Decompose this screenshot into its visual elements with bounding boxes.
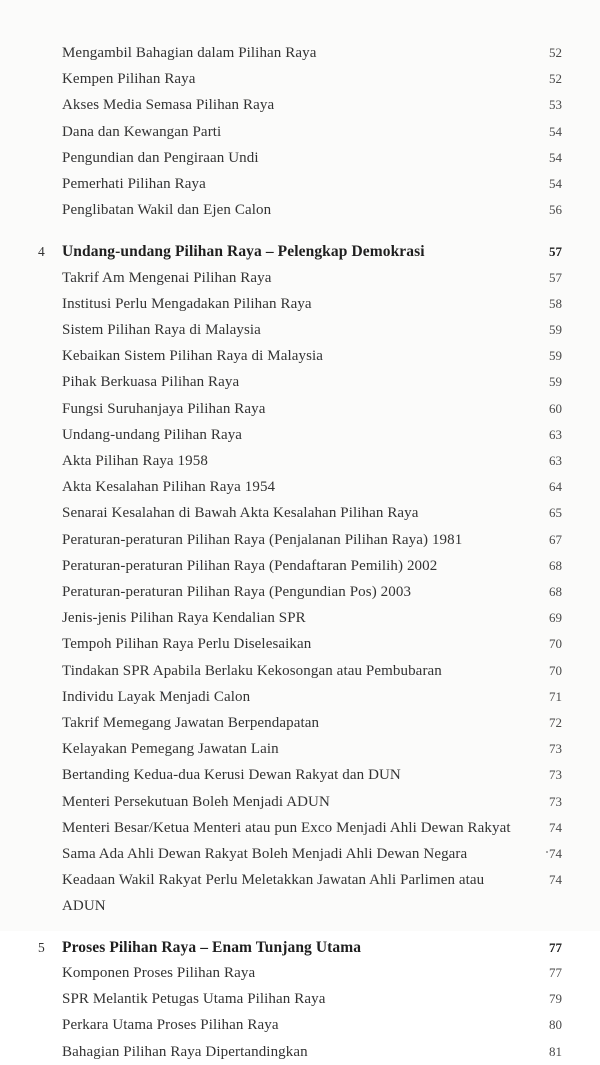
toc-chapter-number bbox=[38, 1039, 60, 1065]
toc-entry-title[interactable]: Senarai Kesalahan di Bawah Akta Kesalahan Pilihan Raya bbox=[62, 505, 419, 522]
toc-chapter-number bbox=[38, 789, 60, 815]
toc-page-number: 52 bbox=[549, 45, 562, 60]
toc-chapter-number bbox=[38, 448, 60, 474]
toc-page-number: 71 bbox=[549, 688, 562, 704]
toc-chapter-number: 5 bbox=[38, 939, 45, 955]
toc-chapter-number bbox=[38, 171, 60, 197]
toc-entry-title[interactable]: Peraturan-peraturan Pilihan Raya (Penjalanan Pilihan Raya) 1981 bbox=[62, 531, 463, 548]
toc-chapter-title[interactable]: Proses Pilihan Raya – Enam Tunjang Utama bbox=[62, 938, 362, 956]
toc-entry-title[interactable]: Akta Pilihan Raya 1958 bbox=[62, 453, 208, 470]
toc-entry-title[interactable]: Keadaan Wakil Rakyat Perlu Meletakkan Jawatan Ahli Parlimen atau ADUN bbox=[62, 872, 485, 914]
toc-entry-row[interactable] bbox=[38, 40, 562, 66]
toc-entry-row[interactable] bbox=[38, 762, 562, 788]
toc-page-number: 74 bbox=[549, 819, 562, 835]
toc-entry-row[interactable] bbox=[38, 960, 562, 986]
toc-entry-title[interactable]: Sistem Pilihan Raya di Malaysia bbox=[62, 322, 261, 339]
toc-chapter-number bbox=[38, 317, 60, 343]
toc-entry-title[interactable]: Takrif Memegang Jawatan Berpendapatan bbox=[62, 715, 320, 732]
toc-page-number: 67 bbox=[549, 531, 562, 547]
toc-page-number: 73 bbox=[549, 767, 562, 783]
toc-entry-row[interactable] bbox=[38, 1039, 562, 1065]
toc-entry-row[interactable] bbox=[38, 605, 562, 631]
toc-entry-row[interactable] bbox=[38, 986, 562, 1012]
toc-page-number: 59 bbox=[549, 348, 562, 364]
toc-entry-row[interactable] bbox=[38, 841, 562, 867]
toc-page-number: 60 bbox=[549, 400, 562, 416]
toc-page-number: 74 bbox=[549, 846, 562, 862]
toc-entry-row[interactable] bbox=[38, 197, 562, 223]
toc-chapter-number bbox=[38, 265, 60, 291]
toc-chapter-number bbox=[38, 500, 60, 526]
toc-page-number: 63 bbox=[549, 426, 562, 442]
toc-chapter-number bbox=[38, 197, 60, 223]
toc-chapter-number bbox=[38, 1012, 60, 1038]
toc-chapter-number bbox=[38, 40, 60, 66]
toc-chapter-number bbox=[38, 605, 60, 631]
toc-page-number: 56 bbox=[549, 202, 562, 218]
toc-chapter-number: 4 bbox=[38, 244, 45, 260]
toc-entry-title[interactable]: Sama Ada Ahli Dewan Rakyat Boleh Menjadi Ahli Dewan Negara bbox=[62, 846, 468, 863]
toc-entry-row[interactable] bbox=[38, 579, 562, 605]
toc-entry-row[interactable] bbox=[38, 658, 562, 684]
toc-page-number: 59 bbox=[549, 374, 562, 390]
toc-page-number: 77 bbox=[549, 964, 562, 980]
toc-chapter-number bbox=[38, 66, 60, 92]
toc-entry-title[interactable]: Penglibatan Wakil dan Ejen Calon bbox=[62, 202, 272, 219]
toc-entry-row[interactable] bbox=[38, 119, 562, 145]
toc-entry-title[interactable]: Perkara Utama Proses Pilihan Raya bbox=[62, 1017, 279, 1034]
toc-entry-title[interactable]: Komponen Proses Pilihan Raya bbox=[62, 964, 256, 981]
toc-entry-title[interactable]: Menteri Persekutuan Boleh Menjadi ADUN bbox=[62, 793, 330, 810]
toc-entry-title[interactable]: Bertanding Kedua-dua Kerusi Dewan Rakyat dan DUN bbox=[62, 767, 401, 784]
toc-entry-row[interactable] bbox=[38, 92, 562, 118]
toc-entry-row[interactable] bbox=[38, 1012, 562, 1038]
toc-entry-title[interactable]: Pengundian dan Pengiraan Undi bbox=[62, 149, 259, 166]
toc-chapter-number bbox=[38, 369, 60, 395]
toc-entry-row[interactable] bbox=[38, 631, 562, 657]
toc-chapter-number bbox=[38, 710, 60, 736]
toc-entry-row[interactable] bbox=[38, 500, 562, 526]
toc-entry-row[interactable] bbox=[38, 448, 562, 474]
toc-entry-title[interactable]: Bahagian Pilihan Raya Dipertandingkan bbox=[62, 1043, 308, 1060]
toc-page-number: 77 bbox=[549, 939, 562, 955]
toc-page-number: 74 bbox=[549, 872, 562, 888]
toc-page-number: 59 bbox=[549, 322, 562, 338]
toc-entry-row[interactable] bbox=[38, 736, 562, 762]
toc-page-number: 64 bbox=[549, 479, 562, 495]
toc-entry-title[interactable]: Mengambil Bahagian dalam Pilihan Raya bbox=[62, 45, 317, 61]
toc-entry-row[interactable] bbox=[38, 710, 562, 736]
toc-entry-title[interactable]: Tindakan SPR Apabila Berlaku Kekosongan atau Pembubaran bbox=[62, 662, 442, 679]
toc-entry-row[interactable] bbox=[38, 396, 562, 422]
toc-chapter-number bbox=[38, 684, 60, 710]
toc-chapter-number bbox=[38, 841, 60, 867]
toc-entry-title[interactable]: Kelayakan Pemegang Jawatan Lain bbox=[62, 741, 279, 758]
toc-chapter-number bbox=[38, 422, 60, 448]
toc-page-number: 73 bbox=[549, 741, 562, 757]
toc-page-number: 68 bbox=[549, 557, 562, 573]
toc-chapter-number bbox=[38, 291, 60, 317]
toc-entry-title[interactable]: Menteri Besar/Ketua Menteri atau pun Exco Menjadi Ahli Dewan Rakyat bbox=[62, 819, 511, 836]
toc-chapter-title[interactable]: Undang-undang Pilihan Raya – Pelengkap Demokrasi bbox=[62, 243, 425, 261]
toc-entry-title[interactable]: Fungsi Suruhanjaya Pilihan Raya bbox=[62, 400, 266, 417]
toc-chapter-number bbox=[38, 867, 60, 918]
toc-entry-row[interactable] bbox=[38, 789, 562, 815]
toc-chapter-number bbox=[38, 145, 60, 171]
toc-chapter-number bbox=[38, 579, 60, 605]
toc-page-number: 81 bbox=[549, 1043, 562, 1059]
toc-entry-title[interactable]: Peraturan-peraturan Pilihan Raya (Pendaftaran Pemilih) 2002 bbox=[62, 557, 438, 574]
toc-entry-row[interactable] bbox=[38, 527, 562, 553]
toc-entry-row[interactable] bbox=[38, 291, 562, 317]
toc-page-number: 68 bbox=[549, 584, 562, 600]
toc-entry-row[interactable] bbox=[38, 474, 562, 500]
toc-entry-title[interactable]: Peraturan-peraturan Pilihan Raya (Pengundian Pos) 2003 bbox=[62, 584, 412, 601]
toc-page-number: 73 bbox=[549, 793, 562, 809]
toc-page-number: 54 bbox=[549, 176, 562, 192]
toc-entry-row[interactable] bbox=[38, 684, 562, 710]
toc-page-number: 69 bbox=[549, 610, 562, 626]
toc-entry-row[interactable] bbox=[38, 265, 562, 291]
toc-entry-title[interactable]: Akta Kesalahan Pilihan Raya 1954 bbox=[62, 479, 276, 496]
toc-chapter-number bbox=[38, 119, 60, 145]
toc-entry-title[interactable]: Tempoh Pilihan Raya Perlu Diselesaikan bbox=[62, 636, 312, 653]
page-mark bbox=[546, 851, 548, 853]
toc-page-number: 72 bbox=[549, 715, 562, 731]
toc-spacer-cell bbox=[38, 223, 562, 239]
toc-entry-title[interactable]: Jenis-jenis Pilihan Raya Kendalian SPR bbox=[62, 610, 306, 627]
toc-chapter-number bbox=[38, 396, 60, 422]
toc-entry-title[interactable]: Dana dan Kewangan Parti bbox=[62, 123, 222, 140]
toc-page-number: 54 bbox=[549, 123, 562, 139]
toc-page-number: 54 bbox=[549, 149, 562, 165]
toc-chapter-number bbox=[38, 474, 60, 500]
toc-chapter-number bbox=[38, 631, 60, 657]
toc-entry-title[interactable]: Akses Media Semasa Pilihan Raya bbox=[62, 97, 275, 114]
toc-chapter-number bbox=[38, 815, 60, 841]
toc-chapter-number bbox=[38, 762, 60, 788]
toc-table bbox=[38, 40, 562, 1065]
toc-page-number: 65 bbox=[549, 505, 562, 521]
toc-entry-row[interactable] bbox=[38, 317, 562, 343]
toc-page-number: 63 bbox=[549, 453, 562, 469]
toc-entry-row[interactable] bbox=[38, 815, 562, 841]
toc-spacer bbox=[38, 223, 562, 239]
toc-chapter-row[interactable] bbox=[38, 935, 562, 960]
toc-entry-title[interactable]: SPR Melantik Petugas Utama Pilihan Raya bbox=[62, 991, 326, 1008]
toc-spacer-cell bbox=[38, 919, 562, 935]
toc-entry-row[interactable] bbox=[38, 867, 562, 918]
toc-chapter-number bbox=[38, 960, 60, 986]
toc-entry-title[interactable]: Pemerhati Pilihan Raya bbox=[62, 176, 206, 193]
toc-entry-title[interactable]: Pihak Berkuasa Pilihan Raya bbox=[62, 374, 240, 391]
toc-entry-row[interactable] bbox=[38, 145, 562, 171]
toc-page-number: 70 bbox=[549, 662, 562, 678]
toc-chapter-row[interactable] bbox=[38, 239, 562, 264]
toc-chapter-number bbox=[38, 553, 60, 579]
toc-page-number: 80 bbox=[549, 1017, 562, 1033]
toc-chapter-number bbox=[38, 986, 60, 1012]
toc-entry-title[interactable]: Individu Layak Menjadi Calon bbox=[62, 688, 251, 705]
toc-page-number: 57 bbox=[549, 269, 562, 285]
toc-page-number: 70 bbox=[549, 636, 562, 652]
toc-entry-row[interactable] bbox=[38, 171, 562, 197]
toc-page-number: 58 bbox=[549, 295, 562, 311]
toc-entry-row[interactable] bbox=[38, 369, 562, 395]
toc-page-number: 57 bbox=[549, 244, 562, 260]
toc-chapter-number bbox=[38, 343, 60, 369]
toc-entry-title[interactable]: Kebaikan Sistem Pilihan Raya di Malaysia bbox=[62, 348, 324, 365]
toc-chapter-number bbox=[38, 527, 60, 553]
toc-entry-row[interactable] bbox=[38, 422, 562, 448]
toc-page-number: 53 bbox=[549, 97, 562, 113]
toc-entry-row[interactable] bbox=[38, 553, 562, 579]
toc-page-number: 52 bbox=[549, 71, 562, 87]
toc-chapter-number bbox=[38, 736, 60, 762]
toc-entry-title[interactable]: Takrif Am Mengenai Pilihan Raya bbox=[62, 269, 272, 286]
toc-entry-title[interactable]: Institusi Perlu Mengadakan Pilihan Raya bbox=[62, 295, 312, 312]
toc-spacer bbox=[38, 919, 562, 935]
toc-chapter-number bbox=[38, 658, 60, 684]
toc-entry-title[interactable]: Undang-undang Pilihan Raya bbox=[62, 426, 243, 443]
toc-chapter-number bbox=[38, 92, 60, 118]
toc-entry-title[interactable]: Kempen Pilihan Raya bbox=[62, 71, 196, 88]
toc-entry-row[interactable] bbox=[38, 343, 562, 369]
toc-entry-row[interactable] bbox=[38, 66, 562, 92]
toc-page-number: 79 bbox=[549, 991, 562, 1007]
